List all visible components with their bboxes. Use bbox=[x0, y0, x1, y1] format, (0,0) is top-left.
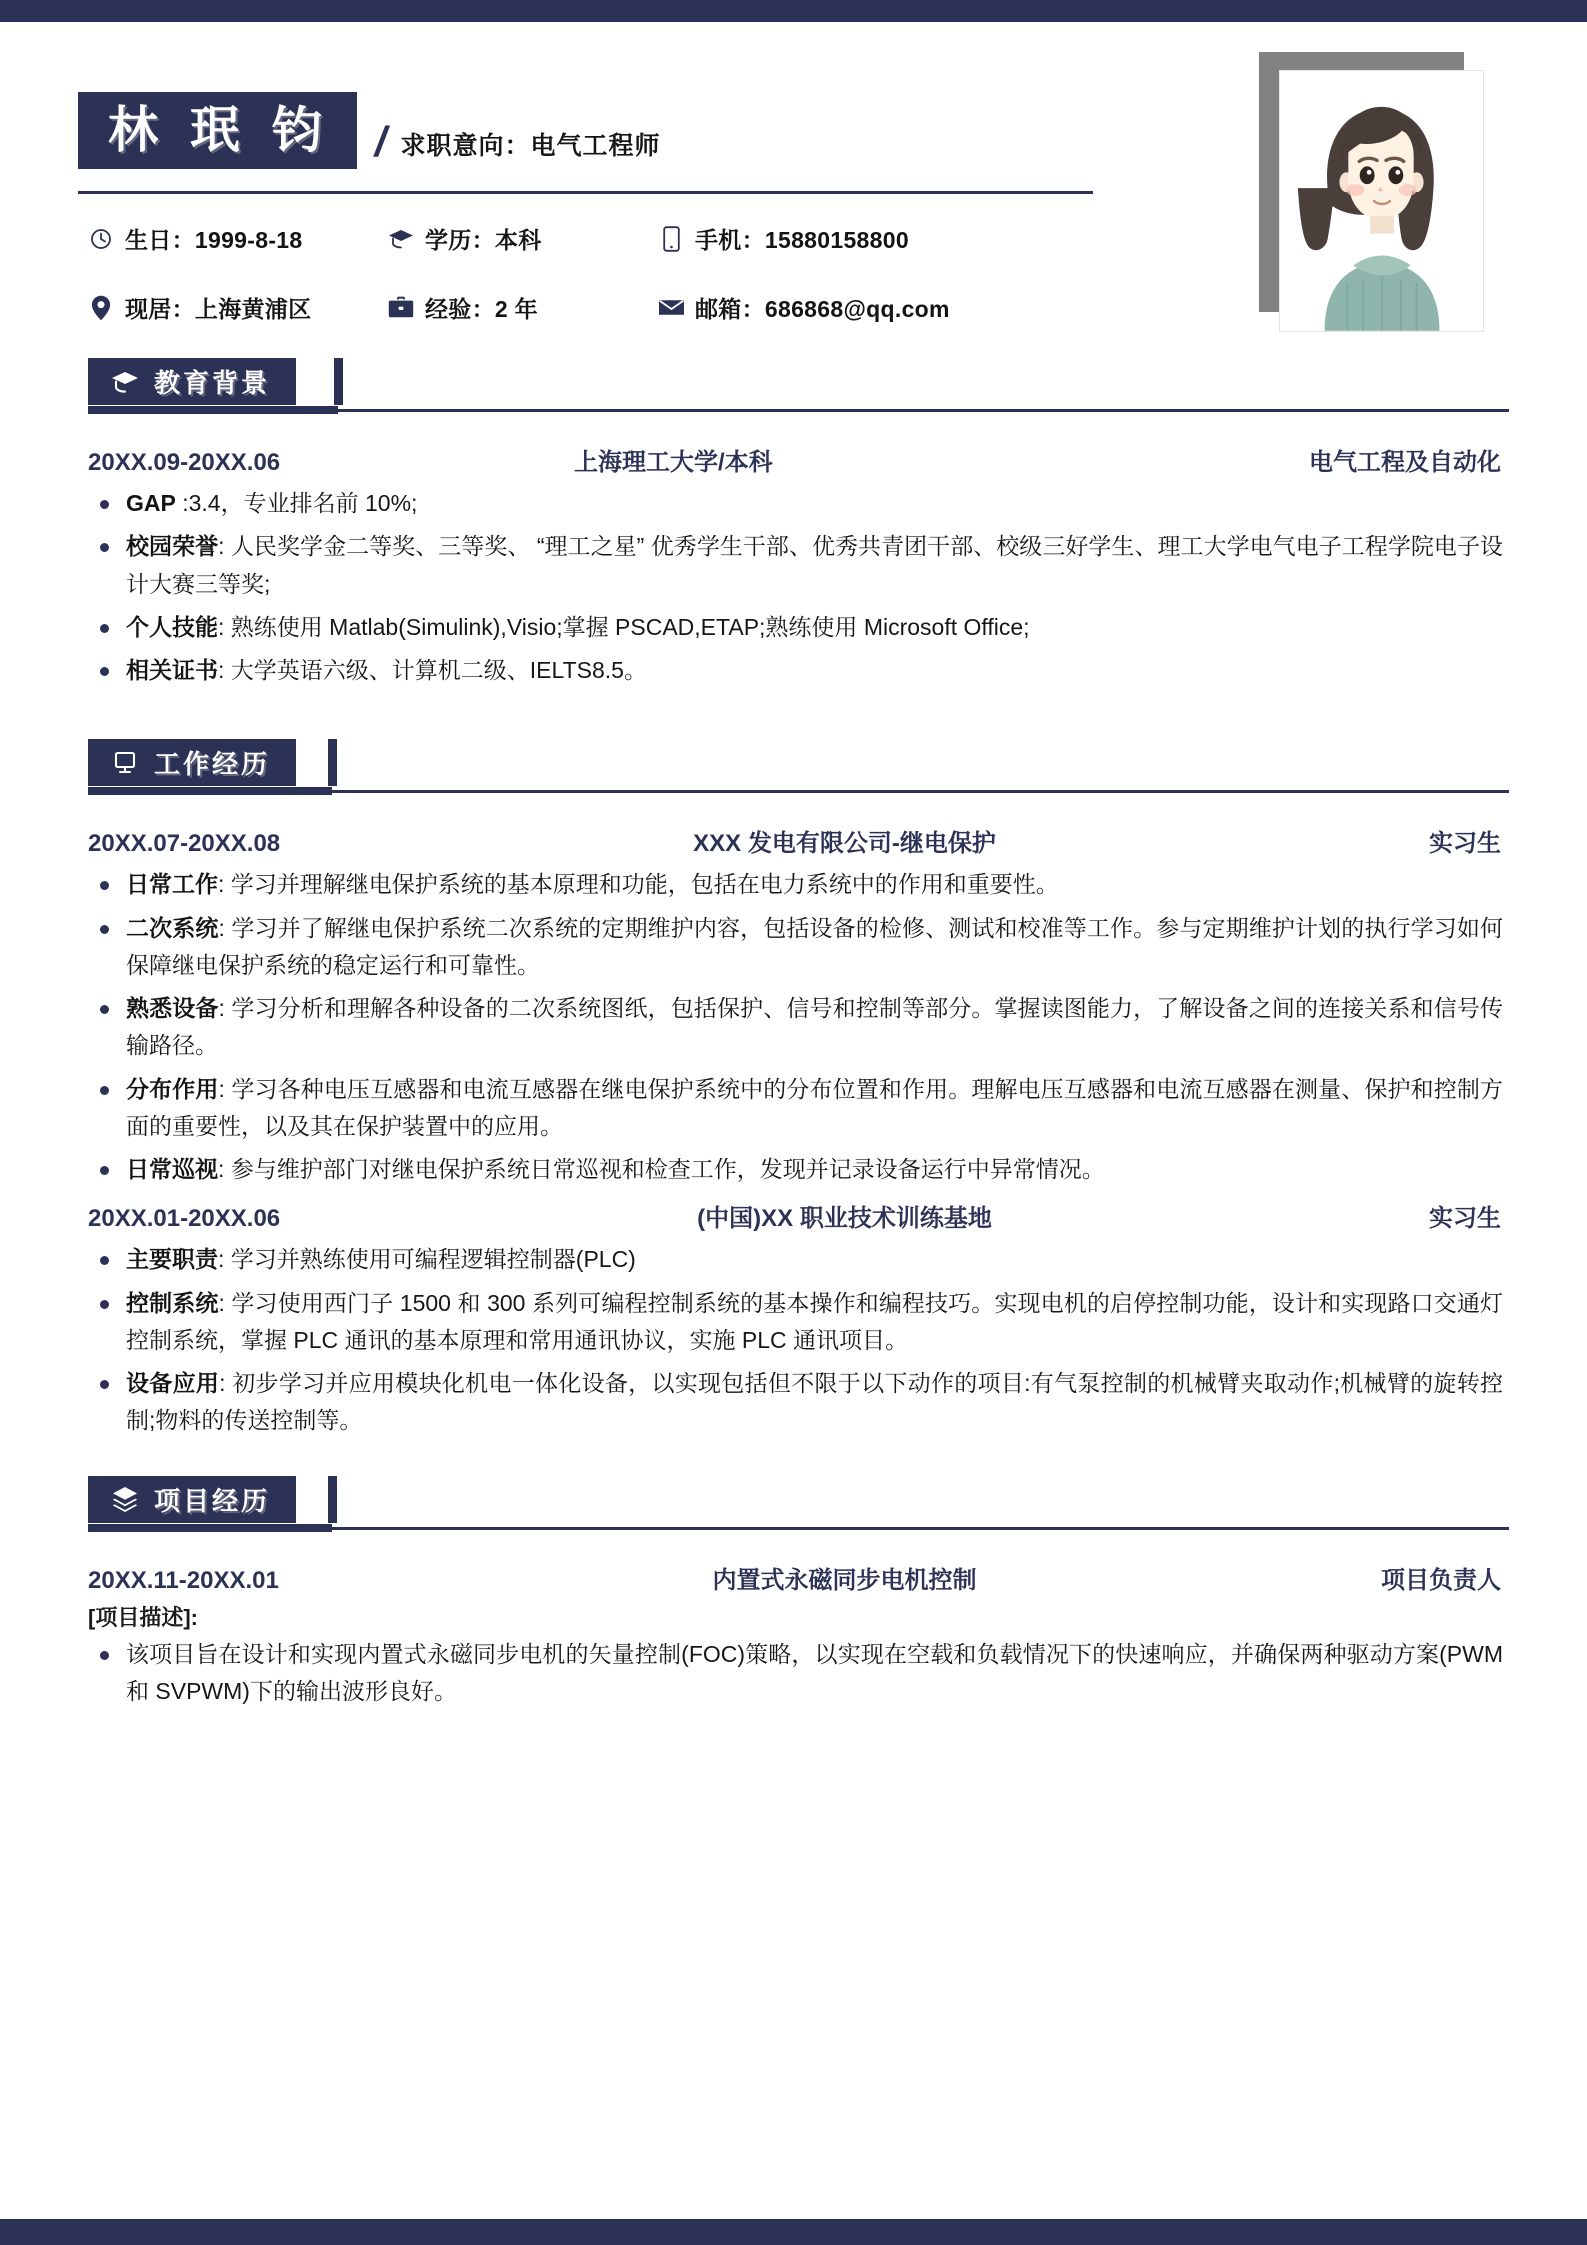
section-education-tick bbox=[334, 358, 343, 405]
project-entry-date: 20XX.11-20XX.01 bbox=[88, 1566, 279, 1594]
section-project bbox=[78, 1476, 1509, 1711]
contact-education-label: 学历：本科 bbox=[425, 227, 542, 253]
name-separator: / bbox=[374, 118, 387, 165]
bullet-text: : 初步学习并应用模块化机电一体化设备，以实现包括但不限于以下动作的项目:有气泵控制的机械臂夹取动作;机械臂的旋转控制;物料的传送控制等。 bbox=[126, 1370, 1504, 1434]
layers-icon bbox=[110, 1484, 140, 1514]
monitor-icon bbox=[110, 748, 140, 778]
top-accent-bar bbox=[0, 0, 1587, 22]
work-entry-1-bullet-list bbox=[78, 866, 1509, 1188]
bullet-label: 熟悉设备 bbox=[126, 995, 219, 1021]
project-entry-role: 项目负责人 bbox=[1381, 1566, 1501, 1594]
resume-content bbox=[0, 22, 1587, 1720]
project-entry-name: 内置式永磁同步电机控制 bbox=[712, 1566, 977, 1594]
work-entry-2-bullet-list bbox=[78, 1241, 1509, 1439]
bullet-text: : 熟练使用 Matlab(Simulink),Visio;掌握 PSCAD,ETAP;熟练使用 Microsoft Office; bbox=[218, 613, 1030, 640]
contact-location bbox=[86, 291, 386, 324]
bullet-label: 日常工作 bbox=[126, 871, 218, 898]
location-icon bbox=[86, 295, 116, 321]
education-entry-major: 电气工程及自动化 bbox=[1309, 449, 1501, 476]
header-underline bbox=[78, 191, 1093, 194]
section-work-tag bbox=[88, 739, 296, 786]
list-item bbox=[78, 485, 1509, 522]
list-item bbox=[78, 910, 1509, 985]
bullet-label: 二次系统 bbox=[126, 914, 219, 941]
section-project-tick bbox=[328, 1476, 337, 1523]
section-work-rule-thick bbox=[88, 787, 332, 795]
project-entry-header bbox=[78, 1560, 1509, 1595]
list-item bbox=[78, 1151, 1509, 1188]
bullet-text: : 学习并熟练使用可编程逻辑控制器(PLC) bbox=[218, 1246, 636, 1273]
job-objective: 求职意向：电气工程师 bbox=[400, 132, 661, 160]
bullet-text: : 学习使用西门子 1500 和 300 系列可编程控制系统的基本操作和编程技巧。实现电机的启停控制功能，设计和实现路口交通灯控制系统，掌握 PLC 通讯的基本原理和常用通讯协议，实施 PLC 通讯项目。 bbox=[126, 1289, 1504, 1353]
list-item bbox=[78, 1365, 1509, 1440]
work-entry-1-header bbox=[78, 823, 1509, 858]
bottom-accent-bar bbox=[0, 2219, 1587, 2245]
briefcase-icon bbox=[386, 295, 416, 321]
list-item bbox=[78, 1636, 1509, 1711]
mail-icon bbox=[656, 295, 686, 321]
project-bullet-list bbox=[78, 1636, 1509, 1711]
work-entry-2-header bbox=[78, 1198, 1509, 1233]
bullet-label: 个人技能 bbox=[126, 613, 218, 640]
avatar-illustration bbox=[1280, 71, 1483, 331]
list-item bbox=[78, 1071, 1509, 1146]
contact-birthday bbox=[86, 222, 386, 255]
section-project-rule-thick bbox=[88, 1524, 332, 1532]
bullet-text: : 学习并理解继电保护系统的基本原理和功能，包括在电力系统中的作用和重要性。 bbox=[218, 871, 1059, 898]
avatar bbox=[1259, 52, 1484, 332]
section-work-title: 工作经历 bbox=[154, 749, 271, 780]
education-icon bbox=[386, 226, 416, 252]
candidate-name: 林 珉 钧 bbox=[78, 92, 357, 169]
contact-email bbox=[656, 291, 1086, 324]
education-entry-header bbox=[78, 442, 1509, 477]
list-item bbox=[78, 990, 1509, 1065]
list-item bbox=[78, 1241, 1509, 1278]
resume-header bbox=[78, 22, 1509, 352]
section-work bbox=[78, 739, 1509, 1439]
bullet-text: : 大学英语六级、计算机二级、IELTS8.5。 bbox=[218, 657, 647, 683]
list-item bbox=[78, 609, 1509, 646]
bullet-label: 主要职责 bbox=[126, 1246, 218, 1273]
bullet-label: GAP bbox=[126, 490, 176, 516]
bullet-text: : 学习并了解继电保护系统二次系统的定期维护内容，包括设备的检修、测试和校准等工作。参与定期维护计划的执行学习如何保障继电保护系统的稳定运行和可靠性。 bbox=[126, 914, 1504, 978]
contact-experience-label: 经验：2 年 bbox=[425, 296, 538, 322]
contact-grid bbox=[86, 222, 1086, 324]
clock-icon bbox=[86, 226, 116, 252]
section-project-header bbox=[78, 1476, 1509, 1538]
contact-phone-label: 手机：15880158800 bbox=[695, 227, 909, 253]
list-item bbox=[78, 866, 1509, 903]
contact-phone bbox=[656, 222, 1086, 255]
contact-experience bbox=[386, 291, 656, 324]
contact-education bbox=[386, 222, 656, 255]
bullet-text: : 学习分析和理解各种设备的二次系统图纸，包括保护、信号和控制等部分。掌握读图能力，了解设备之间的连接关系和信号传输路径。 bbox=[126, 995, 1504, 1059]
section-education-title: 教育背景 bbox=[154, 368, 271, 398]
section-project-title: 项目经历 bbox=[154, 1485, 271, 1516]
list-item bbox=[78, 652, 1509, 689]
section-education bbox=[78, 358, 1509, 689]
bullet-label: 日常巡视 bbox=[126, 1156, 218, 1182]
work-entry-2-company: (中国)XX 职业技术训练基地 bbox=[697, 1205, 992, 1233]
education-bullet-list bbox=[78, 485, 1509, 689]
list-item bbox=[78, 528, 1509, 603]
work-entry-2-title: 实习生 bbox=[1429, 1205, 1501, 1233]
project-description-label: [项目描述]: bbox=[88, 1604, 198, 1630]
bullet-text: : 参与维护部门对继电保护系统日常巡视和检查工作，发现并记录设备运行中异常情况。 bbox=[218, 1156, 1105, 1182]
bullet-label: 相关证书 bbox=[126, 657, 218, 683]
bullet-text: : 学习各种电压互感器和电流互感器在继电保护系统中的分布位置和作用。理解电压互感器和电流互感器在测量、保护和控制方面的重要性，以及其在保护装置中的应用。 bbox=[126, 1075, 1504, 1139]
bullet-text: 该项目旨在设计和实现内置式永磁同步电机的矢量控制(FOC)策略，以实现在空载和负载情况下的快速响应，并确保两种驱动方案(PWM 和 SVPWM)下的输出波形良好。 bbox=[126, 1640, 1503, 1704]
work-entry-1-company: XXX 发电有限公司-继电保护 bbox=[693, 830, 996, 858]
section-work-tick bbox=[328, 739, 337, 786]
contact-birthday-label: 生日：1999-8-18 bbox=[125, 227, 303, 253]
education-entry-school: 上海理工大学/本科 bbox=[574, 449, 773, 476]
work-entry-1-title: 实习生 bbox=[1429, 830, 1501, 858]
bullet-label: 设备应用 bbox=[126, 1370, 220, 1396]
section-work-header bbox=[78, 739, 1509, 801]
section-project-tag bbox=[88, 1476, 296, 1523]
bullet-label: 校园荣誉 bbox=[126, 533, 219, 560]
avatar-frame bbox=[1279, 70, 1484, 332]
spacer bbox=[78, 699, 1509, 733]
contact-email-label: 邮箱：686868@qq.com bbox=[695, 296, 950, 322]
section-education-rule-thick bbox=[88, 406, 338, 414]
work-entry-1-date: 20XX.07-20XX.08 bbox=[88, 830, 281, 858]
bullet-text: : 人民奖学金二等奖、三等奖、 “理工之星” 优秀学生干部、优秀共青团干部、校级三好学生、理工大学电气电子工程学院电子设计大赛三等奖; bbox=[126, 533, 1503, 597]
section-education-tag bbox=[88, 358, 296, 405]
bullet-label: 分布作用 bbox=[126, 1075, 219, 1102]
phone-icon bbox=[656, 226, 686, 252]
bullet-text: :3.4，专业排名前 10%; bbox=[175, 490, 418, 516]
education-entry-date: 20XX.09-20XX.06 bbox=[88, 449, 281, 476]
work-entry-2-date: 20XX.01-20XX.06 bbox=[88, 1205, 281, 1233]
graduation-cap-icon bbox=[110, 367, 140, 397]
bullet-label: 控制系统 bbox=[126, 1289, 219, 1316]
contact-location-label: 现居：上海黄浦区 bbox=[125, 296, 312, 322]
list-item bbox=[78, 1285, 1509, 1360]
spacer bbox=[78, 1450, 1509, 1470]
section-education-header bbox=[78, 358, 1509, 420]
